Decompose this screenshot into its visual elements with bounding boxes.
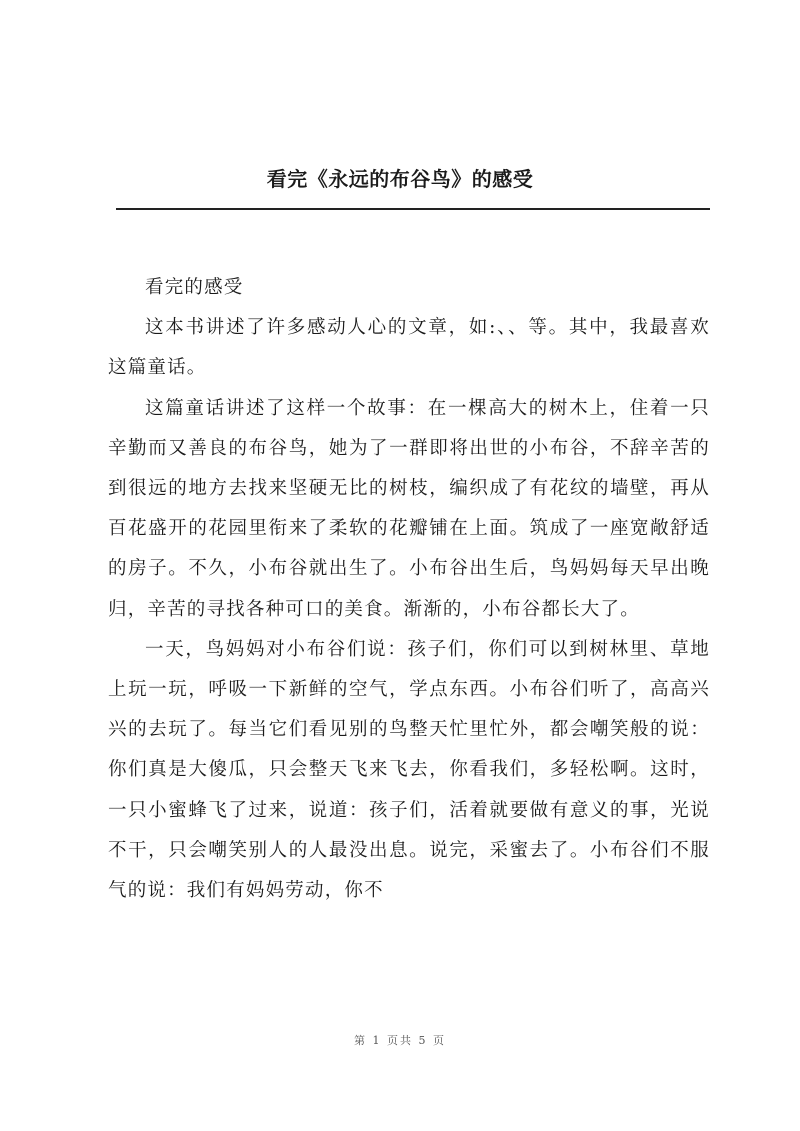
title-divider bbox=[116, 208, 710, 210]
paragraph: 这篇童话讲述了这样一个故事：在一棵高大的树木上，住着一只辛勤而又善良的布谷鸟，她为了一群即将出世的小布谷，不辞辛苦的到很远的地方去找来坚硬无比的树枝，编织成了有花纹的墙壁，再从百花盛开的花园里衔来了柔软的花瓣铺在上面。筑成了一座宽敞舒适的房子。不久，小布谷就出生了。小布谷出生后，鸟妈妈每天早出晚归，辛苦的寻找各种可口的美食。渐渐的，小布谷都长大了。 bbox=[108, 397, 710, 620]
paragraph: 这本书讲述了许多感动人心的文章，如:、、等。其中，我最喜欢这篇童话。 bbox=[108, 317, 710, 379]
paragraph: 看完的感受 bbox=[145, 277, 244, 298]
paragraph: 一天，鸟妈妈对小布谷们说：孩子们，你们可以到树林里、草地上玩一玩，呼吸一下新鲜的空气，学点东西。小布谷们听了，高高兴兴的去玩了。每当它们看见别的鸟整天忙里忙外，都会嘲笑般的说：你们真是大傻瓜，只会整天飞来飞去，你看我们，多轻松啊。这时，一只小蜜蜂飞了过来，说道：孩子们，活着就要做有意义的事，光说不干，只会嘲笑别人的人最没出息。说完，采蜜去了。小布谷们不服气的说：我们有妈妈劳动，你不 bbox=[108, 638, 710, 902]
document-title: 看完《永远的布谷鸟》的感受 bbox=[266, 167, 534, 191]
page-number-footer: 第 1 页共 5 页 bbox=[354, 1034, 446, 1047]
document-body bbox=[108, 268, 710, 911]
